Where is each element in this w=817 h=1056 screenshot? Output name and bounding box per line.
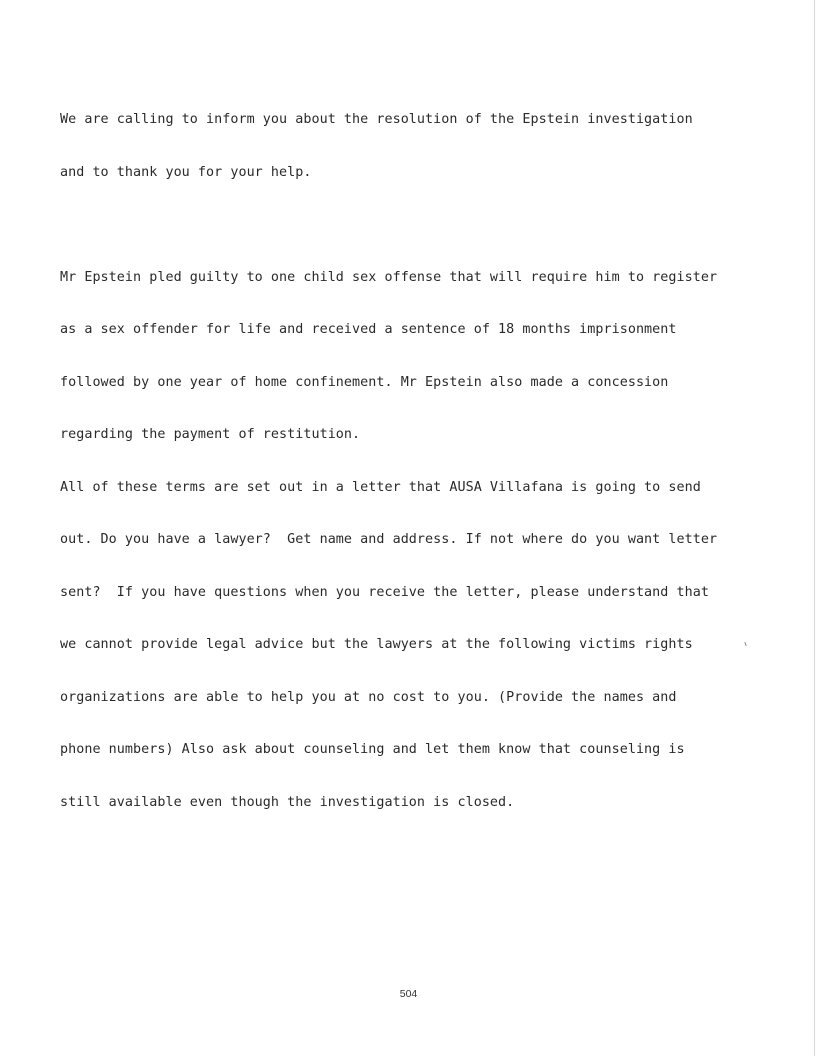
text-line: organizations are able to help you at no cost to you. (Provide the names and <box>60 689 677 705</box>
text-line: We are calling to inform you about the resolution of the Epstein investigation <box>60 112 693 127</box>
text-line: sent? If you have questions when you receive the letter, please understand that <box>60 584 709 600</box>
paragraph-intro <box>60 76 800 216</box>
page-edge-line <box>814 0 815 1056</box>
text-line: All of these terms are set out in a letter that AUSA Villafana is going to send <box>60 479 701 495</box>
text-line: out. Do you have a lawyer? Get name and address. If not where do you want letter <box>60 532 718 547</box>
text-line: we cannot provide legal advice but the lawyers at the following victims rights <box>60 637 693 652</box>
text-line: followed by one year of home confinement. Mr Epstein also made a concession <box>60 374 669 390</box>
text-line: phone numbers) Also ask about counseling and let them know that counseling is <box>60 742 685 757</box>
text-line: as a sex offender for life and received a sentence of 18 months imprisonment <box>60 322 677 337</box>
page-number: 504 <box>399 988 418 1000</box>
paragraph-gap <box>60 216 800 234</box>
text-line: regarding the payment of restitution. <box>60 427 361 442</box>
paragraph-details <box>60 234 800 847</box>
text-line: still available even though the investigation is closed. <box>60 794 515 810</box>
text-line: and to thank you for your help. <box>60 164 312 180</box>
document-body <box>60 76 800 846</box>
text-line: Mr Epstein pled guilty to one child sex offense that will require him to register <box>60 269 718 285</box>
